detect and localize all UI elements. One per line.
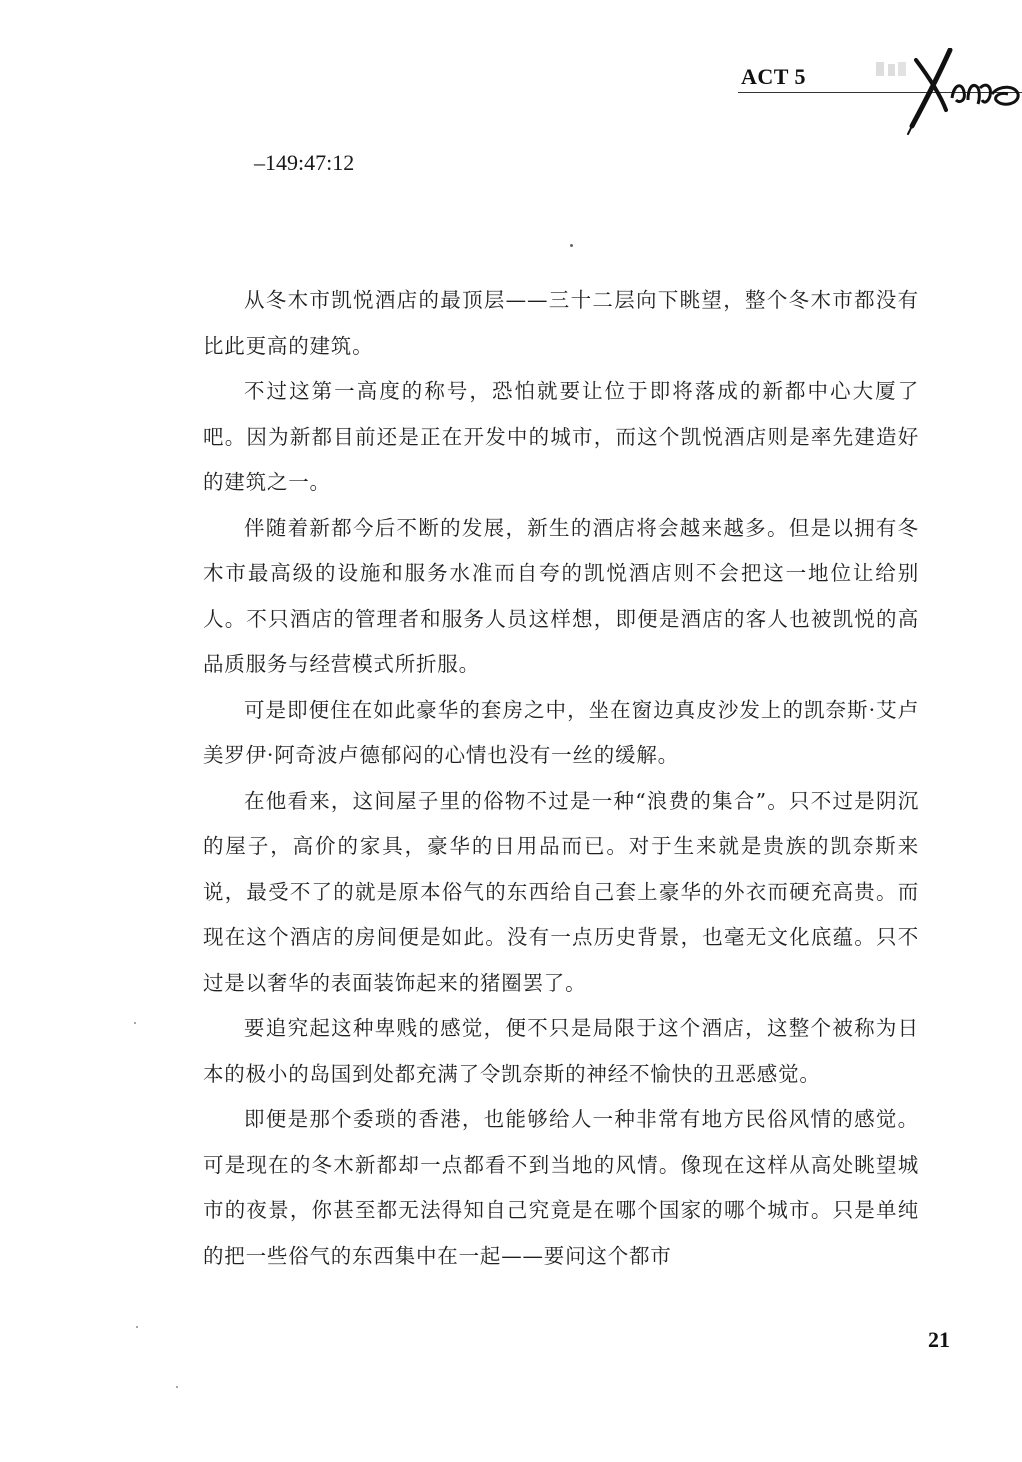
scan-speck [176, 1386, 178, 1388]
timestamp-heading: –149:47:12 [254, 150, 355, 175]
section-divider [570, 244, 573, 247]
page-number: 21 [928, 1327, 950, 1352]
paragraph: 要追究起这种卑贱的感觉，便不只是局限于这个酒店，这整个被称为日本的极小的岛国到处都充满了令凯奈斯的神经不愉快的丑恶感觉。 [203, 1016, 919, 1086]
scan-speck [134, 1022, 136, 1024]
paragraph: 不过这第一高度的称号，恐怕就要让位于即将落成的新都中心大厦了吧。因为新都目前还是正在开发中的城市，而这个凯悦酒店则是率先建造好的建筑之一。 [203, 379, 919, 494]
chapter-label: ACT 5 [741, 64, 807, 89]
body-text [203, 278, 919, 1279]
paragraph: 即便是那个委琐的香港，也能够给人一种非常有地方民俗风情的感觉。可是现在的冬木新都却一点都看不到当地的风情。像现在这样从高处眺望城市的夜景，你甚至都无法得知自己究竟是在哪个国家的哪个城市。只是单纯的把一些俗气的东西集中在一起——要问这个都市 [203, 1107, 919, 1268]
paragraph: 可是即便住在如此豪华的套房之中，坐在窗边真皮沙发上的凯奈斯·艾卢美罗伊·阿奇波卢德郁闷的心情也没有一丝的缓解。 [203, 697, 919, 767]
running-header [738, 60, 1022, 140]
paragraph: 从冬木市凯悦酒店的最顶层——三十二层向下眺望，整个冬木市都没有比此更高的建筑。 [203, 288, 919, 358]
fate-zero-logo-icon [868, 48, 1022, 138]
paragraph: 伴随着新都今后不断的发展，新生的酒店将会越来越多。但是以拥有冬木市最高级的设施和服务水准而自夸的凯悦酒店则不会把这一地位让给别人。不只酒店的管理者和服务人员这样想，即便是酒店的客人也被凯悦的高品质服务与经营模式所折服。 [203, 515, 919, 676]
scan-speck [136, 1326, 138, 1328]
paragraph: 在他看来，这间屋子里的俗物不过是一种“浪费的集合”。只不过是阴沉的屋子，高价的家具，豪华的日用品而已。对于生来就是贵族的凯奈斯来说，最受不了的就是原本俗气的东西给自己套上豪华的外衣而硬充高贵。而现在这个酒店的房间便是如此。没有一点历史背景，也毫无文化底蕴。只不过是以奢华的表面装饰起来的猪圈罢了。 [203, 788, 919, 995]
